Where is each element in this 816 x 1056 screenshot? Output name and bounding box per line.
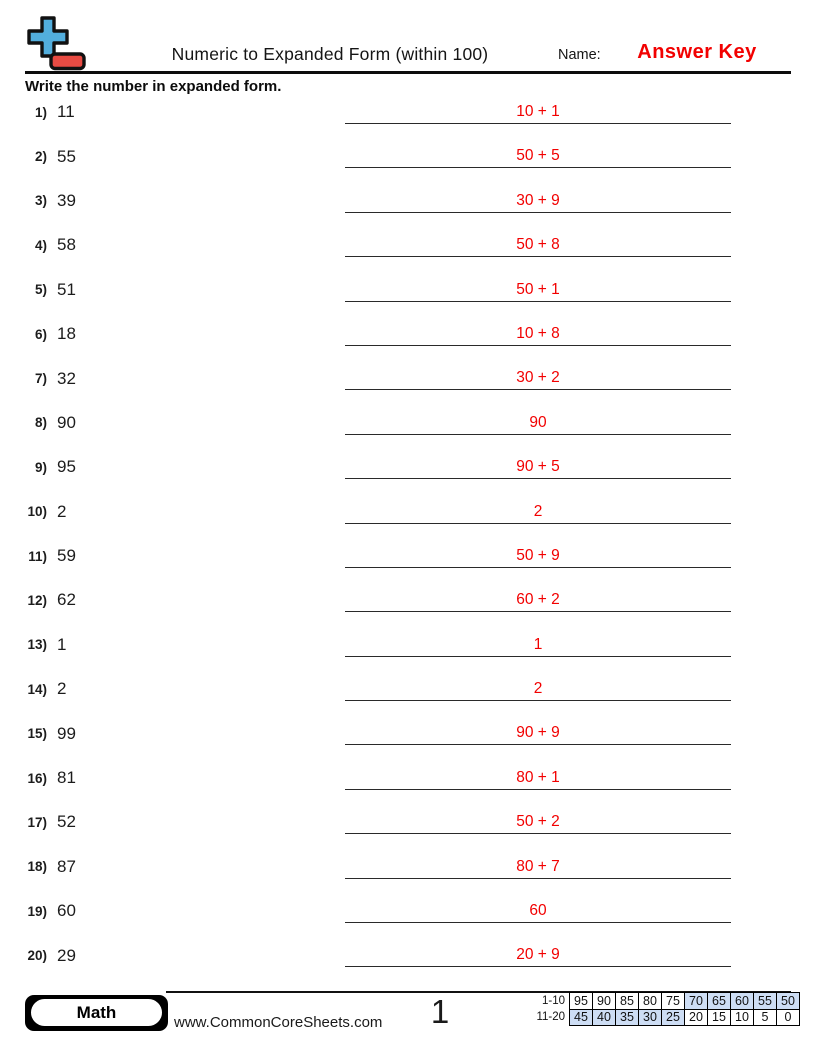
answer-blank	[345, 633, 731, 657]
problem-value: 51	[57, 279, 76, 299]
answer-blank	[345, 278, 731, 302]
problem-value: 32	[57, 368, 76, 388]
problem-number: 11)	[28, 548, 47, 564]
answer-text: 50 + 5	[516, 147, 560, 165]
problem-value: 58	[57, 235, 76, 255]
answer-blank	[345, 766, 731, 790]
problem-value: 1	[57, 634, 67, 654]
problem-value: 11	[57, 102, 75, 122]
answer-text: 50 + 1	[516, 280, 560, 298]
problem-value: 55	[57, 146, 76, 166]
problem-row	[0, 800, 816, 844]
score-cell: 80	[639, 993, 662, 1010]
score-cell: 90	[593, 993, 616, 1010]
answer-text: 1	[533, 635, 543, 653]
answer-text: 2	[533, 680, 543, 698]
problem-number: 3)	[34, 193, 47, 209]
answer-text: 60 + 2	[516, 591, 560, 609]
answer-blank	[345, 899, 731, 923]
problem-row	[0, 667, 816, 711]
answer-text: 60	[529, 902, 547, 920]
answer-blank	[345, 810, 731, 834]
answer-blank	[345, 189, 731, 213]
score-cell: 95	[570, 993, 593, 1010]
problem-row	[0, 490, 816, 534]
problem-number: 10)	[27, 504, 47, 520]
answer-text: 30 + 2	[516, 369, 560, 387]
score-cell: 0	[777, 1009, 800, 1026]
problem-value: 87	[57, 856, 76, 876]
problem-value: 18	[57, 324, 76, 344]
answer-blank	[345, 544, 731, 568]
problem-number: 9)	[34, 459, 47, 475]
website-url: www.CommonCoreSheets.com	[174, 1014, 383, 1031]
answer-blank	[345, 100, 731, 124]
problem-row	[0, 578, 816, 622]
problem-row	[0, 268, 816, 312]
problem-number: 1)	[34, 104, 47, 120]
problem-number: 20)	[27, 948, 47, 964]
answer-text: 10 + 8	[516, 324, 560, 342]
answer-text: 90 + 5	[516, 458, 560, 476]
problem-value: 90	[57, 412, 76, 432]
answer-text: 90	[529, 413, 547, 431]
score-cell: 85	[616, 993, 639, 1010]
problem-number: 18)	[27, 859, 47, 875]
score-cell: 45	[570, 1009, 593, 1026]
problem-number: 16)	[27, 770, 47, 786]
answer-blank	[345, 943, 731, 967]
problem-row	[0, 134, 816, 178]
score-row	[531, 1009, 800, 1026]
score-cell: 10	[731, 1009, 754, 1026]
score-cell: 60	[731, 993, 754, 1010]
score-cell: 70	[685, 993, 708, 1010]
score-cell: 65	[708, 993, 731, 1010]
problem-row	[0, 889, 816, 933]
problem-row	[0, 356, 816, 400]
score-cell: 15	[708, 1009, 731, 1026]
answer-blank	[345, 500, 731, 524]
instruction-text: Write the number in expanded form.	[25, 78, 282, 95]
problem-value: 81	[57, 768, 76, 788]
problem-list	[0, 90, 816, 978]
answer-blank	[345, 455, 731, 479]
subject-badge-label: Math	[31, 999, 162, 1026]
answer-text: 50 + 8	[516, 236, 560, 254]
problem-number: 2)	[34, 149, 47, 165]
answer-blank	[345, 588, 731, 612]
answer-text: 10 + 1	[516, 103, 560, 120]
score-cell: 55	[754, 993, 777, 1010]
score-row	[531, 993, 800, 1010]
problem-row	[0, 933, 816, 977]
problem-value: 2	[57, 679, 67, 699]
answer-blank	[345, 233, 731, 257]
page-number: 1	[430, 993, 450, 1030]
problem-value: 60	[57, 901, 76, 921]
problem-value: 99	[57, 723, 76, 743]
subject-badge	[25, 995, 168, 1031]
problem-row	[0, 711, 816, 755]
score-cell: 25	[662, 1009, 685, 1026]
problem-number: 4)	[34, 237, 47, 253]
problem-value: 29	[57, 945, 76, 965]
answer-blank	[345, 322, 731, 346]
answer-text: 2	[533, 502, 543, 520]
problem-number: 5)	[34, 282, 47, 298]
problem-row	[0, 223, 816, 267]
score-cell: 30	[639, 1009, 662, 1026]
score-table	[531, 992, 800, 1026]
score-cell: 75	[662, 993, 685, 1010]
score-cell: 35	[616, 1009, 639, 1026]
problem-value: 62	[57, 590, 76, 610]
answer-blank	[345, 144, 731, 168]
answer-text: 50 + 9	[516, 546, 560, 564]
problem-number: 17)	[27, 814, 47, 830]
problem-value: 2	[57, 501, 67, 521]
problem-value: 95	[57, 457, 76, 477]
problem-number: 14)	[27, 681, 47, 697]
problem-row	[0, 623, 816, 667]
problem-row	[0, 401, 816, 445]
header-divider	[25, 71, 791, 74]
score-cell: 5	[754, 1009, 777, 1026]
problem-row	[0, 312, 816, 356]
score-cell: 20	[685, 1009, 708, 1026]
problem-row	[0, 445, 816, 489]
worksheet-title: Numeric to Expanded Form (within 100)	[171, 44, 489, 64]
problem-value: 52	[57, 812, 76, 832]
answer-blank	[345, 411, 731, 435]
score-cell: 40	[593, 1009, 616, 1026]
problem-row	[0, 179, 816, 223]
problem-number: 8)	[34, 415, 47, 431]
score-row-label: 1-10	[541, 994, 565, 1007]
answer-text: 20 + 9	[516, 946, 560, 964]
answer-text: 80 + 1	[516, 768, 560, 786]
problem-row	[0, 534, 816, 578]
problem-row	[0, 90, 816, 134]
name-label: Name:	[558, 47, 601, 63]
answer-blank	[345, 366, 731, 390]
answer-text: 80 + 7	[516, 857, 560, 875]
problem-number: 13)	[27, 637, 47, 653]
problem-row	[0, 756, 816, 800]
problem-value: 59	[57, 546, 76, 566]
problem-number: 7)	[34, 371, 47, 387]
answer-blank	[345, 721, 731, 745]
problem-value: 39	[57, 190, 76, 210]
plus-minus-logo-icon	[24, 14, 94, 72]
answer-text: 30 + 9	[516, 191, 560, 209]
answer-blank	[345, 677, 731, 701]
answer-text: 50 + 2	[516, 813, 560, 831]
answer-text: 90 + 9	[516, 724, 560, 742]
score-row-label: 11-20	[536, 1011, 565, 1024]
answer-key-value: Answer Key	[637, 41, 757, 63]
problem-number: 19)	[27, 903, 47, 919]
problem-number: 6)	[34, 326, 47, 342]
problem-number: 15)	[27, 726, 47, 742]
score-cell: 50	[777, 993, 800, 1010]
problem-number: 12)	[27, 592, 47, 608]
answer-blank	[345, 855, 731, 879]
problem-row	[0, 845, 816, 889]
